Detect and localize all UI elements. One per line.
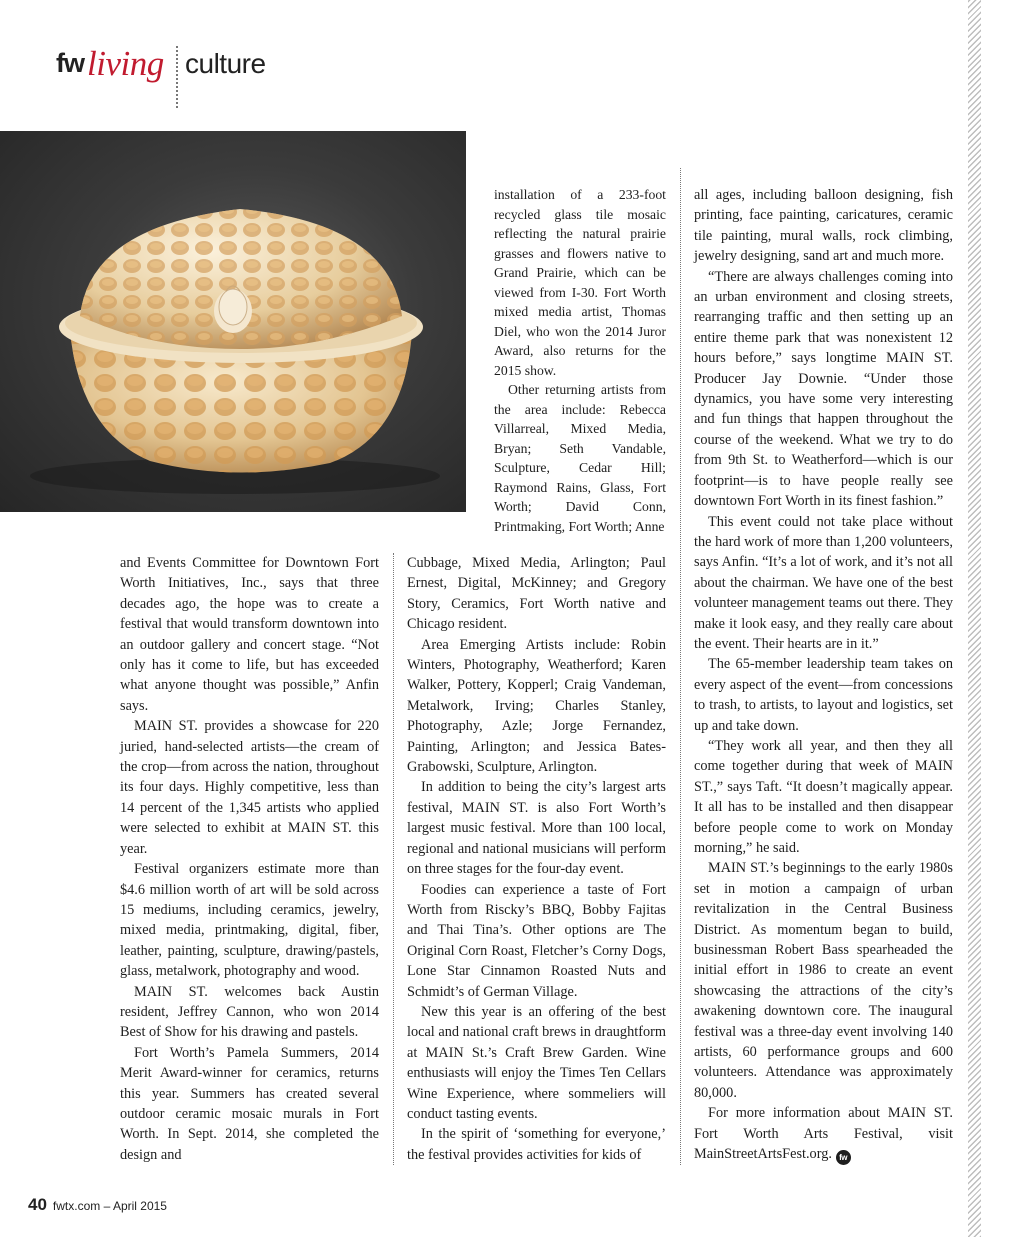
brand-fw: fw — [56, 48, 84, 78]
paragraph: Area Emerging Artists include: Robin Winters, Photography, Weatherford; Karen Walker, Pottery, Kopperl; Craig Vandeman, Metalwork, Irving; Charles Stanley, Photography, Azle; Jorge Fernandez, Painting, Arlington; and Jessica Bates-Grabowski, Sculpture, Arlington. — [407, 636, 666, 776]
article-column-2-top — [494, 185, 666, 536]
paragraph: Foodies can experience a taste of Fort Worth from Riscky’s BBQ, Bobby Fajitas and Thai Tina’s. Other options are The Original Corn Roast, Fletcher’s Corny Dogs, Lone Star Cinnamon Roasted Nuts and Schmidt’s of German Village. — [407, 881, 666, 1000]
column-divider — [680, 168, 681, 1165]
masthead-divider — [176, 46, 178, 108]
decorative-hatch-border — [968, 0, 981, 1237]
paragraph: installation of a 233-foot recycled glass tile mosaic reflecting the natural prairie grasses and flowers native to Grand Prairie, which can be viewed from I-30. Fort Worth mixed media artist, Thomas Diel, who won the 2014 Juror Award, also returns for the 2015 show. — [494, 187, 666, 378]
paragraph: In addition to being the city’s largest arts festival, MAIN ST. is also Fort Worth’s largest music festival. More than 100 local, regional and national musicians will perform on three stages for the four-day event. — [407, 779, 666, 878]
paragraph — [694, 1103, 953, 1165]
paragraph: MAIN ST. provides a showcase for 220 juried, hand-selected artists—the cream of the crop—from across the nation, throughout its four days. Highly competitive, less than 14 percent of the 1,345 artists who applied were selected to exhibit at MAIN ST. this year. — [120, 718, 379, 857]
paragraph: MAIN ST.’s beginnings to the early 1980s set in motion a campaign of urban revitalization in the Central Business District. As momentum began to build, businessman Robert Bass spearheaded the initial effort in 1986 to create an event showcasing the attractions of the city’s awakening downtown core. The inaugural festival was a three-day event involving 140 artists, 60 performance groups and 600 volunteers. Attendance was approximately 80,000. — [694, 860, 953, 1101]
artwork-photo — [0, 131, 466, 512]
section-title: culture — [185, 48, 266, 79]
paragraph: and Events Committee for Downtown Fort Worth Initiatives, Inc., says that three decades ago, the hope was to create a festival that would transform downtown into an outdoor gallery and concert stage. “Not only has it come to life, but has exceeded what anyone thought was possible,” Anfin says. — [120, 555, 379, 714]
paragraph: The 65-member leadership team takes on every aspect of the event—from concessions to trash, to artists, to layout and logistics, set up and take down. — [694, 656, 953, 734]
article-column-3 — [694, 185, 953, 1165]
paragraph: Festival organizers estimate more than $4.6 million worth of art will be sold across 15 mediums, including ceramics, jewelry, mixed media, printmaking, digital, fiber, leather, painting, sculpture, drawing/pastels, glass, metalwork, photography and wood. — [120, 861, 379, 980]
closing-paragraph-text: For more information about MAIN ST. Fort Worth Arts Festival, visit MainStreetArtsFest.org. — [694, 1105, 953, 1163]
paragraph: In the spirit of ‘something for everyone,’ the festival provides activities for kids of — [407, 1126, 666, 1163]
paragraph: Other returning artists from the area include: Rebecca Villarreal, Mixed Media, Bryan; Seth Vandable, Sculpture, Cedar Hill; Raymond Rains, Glass, Fort Worth; David Conn, Printmaking, Fort Worth; Anne — [494, 382, 666, 534]
paragraph: Cubbage, Mixed Media, Arlington; Paul Ernest, Digital, McKinney; and Gregory Story, Ceramics, Fort Worth native and Chicago resident. — [407, 555, 666, 633]
brand-living: living — [87, 44, 164, 83]
paragraph: all ages, including balloon designing, fish printing, face painting, caricatures, ceramic tile painting, mural walls, rock climbing, jewelry designing, sand art and much more. — [694, 187, 953, 265]
publication-line: fwtx.com – April 2015 — [52, 1199, 167, 1213]
column-divider — [393, 553, 394, 1165]
paragraph: Fort Worth’s Pamela Summers, 2014 Merit Award-winner for ceramics, returns this year. Summers has created several outdoor ceramic mosaic murals in Fort Worth. In Sept. 2014, she completed the design and — [120, 1044, 379, 1163]
paragraph: MAIN ST. welcomes back Austin resident, Jeffrey Cannon, who won 2014 Best of Show for his drawing and pastels. — [120, 983, 379, 1041]
page-number: 40 — [28, 1195, 47, 1214]
fw-end-mark-icon: fw — [836, 1150, 851, 1165]
page-footer — [28, 1195, 167, 1215]
paragraph: “There are always challenges coming into an urban environment and closing streets, rearranging traffic and then setting up an entire theme park that was nonexistent 12 hours before,” says longtime MAIN ST. Producer Jay Downie. “Under those dynamics, you have some very interesting and fun things that happen throughout the course of the weekend. What we try to do from 9th St. to Weatherford—which is our footprint—is to have people really see downtown Fort Worth in its finest fashion.” — [694, 268, 953, 510]
paragraph: “They work all year, and then they all come together during that week of MAIN ST.,” says Taft. “It doesn’t magically appear. It all has to be installed and then disappear before people come to work on Monday morning,” he said. — [694, 737, 953, 856]
paragraph: New this year is an offering of the best local and national craft brews in draughtform at MAIN St.’s Craft Brew Garden. Wine enthusiasts will enjoy the Times Ten Cellars Wine Experience, where sommeliers will conduct tasting events. — [407, 1003, 666, 1122]
article-column-1 — [120, 553, 379, 1165]
ceramic-honeycomb-jar — [0, 131, 466, 512]
paragraph: This event could not take place without the hard work of more than 1,200 volunteers, says Anfin. “It’s a lot of work, and it’s not all about the chairman. We have one of the best volunteer management teams out there. They make it look easy, and they really care about the event. Their hearts are in it.” — [694, 513, 953, 652]
article-column-2-bottom — [407, 553, 666, 1165]
